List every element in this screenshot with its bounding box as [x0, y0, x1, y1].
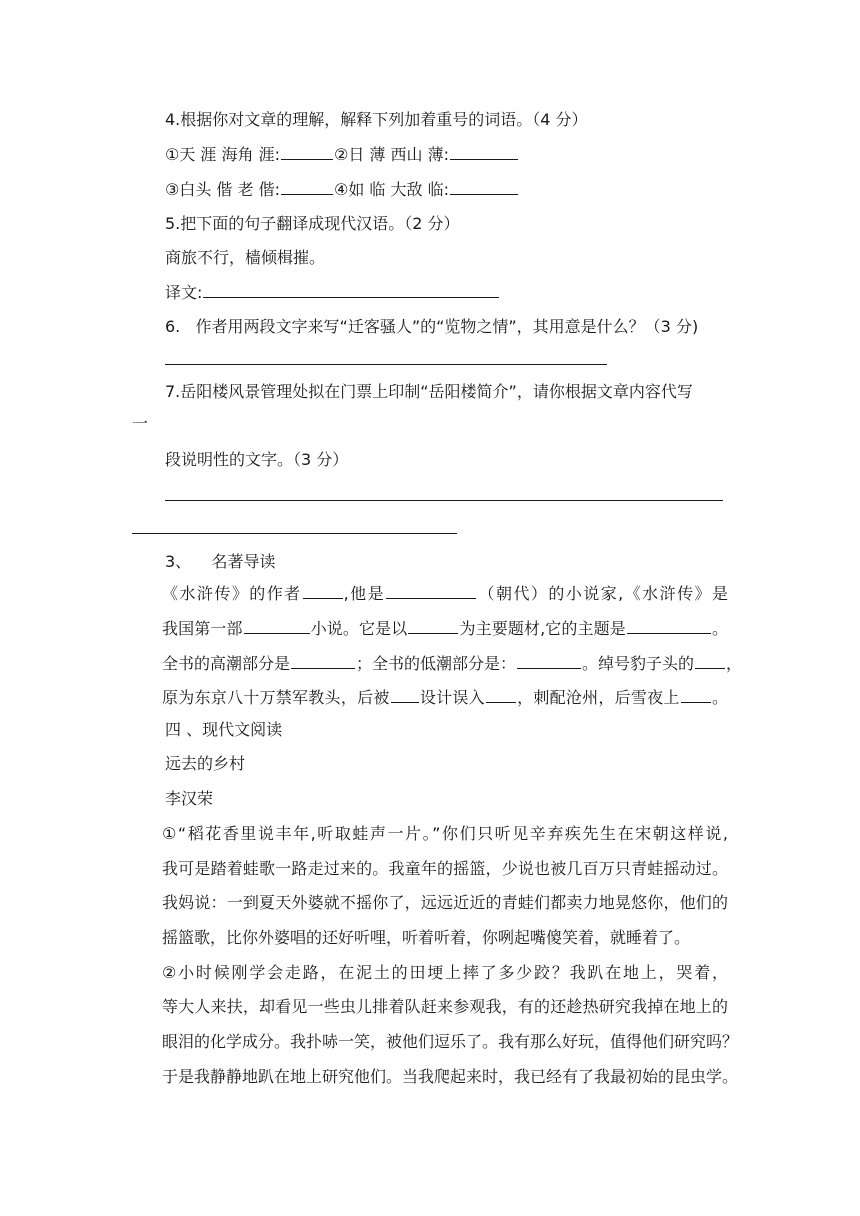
q6-prompt: 6. 作者用两段文字来写“迁客骚人”的“览物之情”，其用意是什么？（3 分) — [165, 317, 699, 336]
q4-row-2 — [165, 178, 519, 202]
s3-text: 《水浒传》的作者 — [162, 584, 302, 603]
s3-text: （朝代）的小说家,《水浒传》是 — [477, 584, 728, 603]
s3-blank-character[interactable] — [695, 652, 725, 669]
q7-prompt-line-1: 7.岳阳楼风景管理处拟在门票上印制“岳阳楼简介”，请你根据文章内容代写 — [165, 382, 693, 401]
s3-text: 小说。它是以 — [310, 619, 408, 638]
s3-blank-theme[interactable] — [627, 617, 711, 634]
q5-answer-label: 译文: — [165, 283, 203, 302]
s3-text: 为主要题材,它的主题是 — [459, 619, 626, 638]
s3-blank-mountain[interactable] — [681, 686, 711, 703]
section3-line-1 — [162, 582, 728, 606]
s3-text: 。 — [711, 688, 728, 707]
paragraph-1-line-1: ①“稻花香里说丰年,听取蛙声一片。”你们只听见辛弃疾先生在宋朝这样说, — [162, 824, 728, 843]
s3-text: 。绰号豹子头的 — [582, 654, 695, 673]
s3-text: 我国第一部 — [162, 619, 243, 638]
s3-blank-low[interactable] — [517, 652, 581, 669]
section3-line-4 — [162, 686, 728, 710]
section4-heading: 四 、现代文阅读 — [165, 720, 283, 739]
s3-text: 设计误入 — [419, 688, 485, 707]
q4-row-1 — [165, 143, 519, 167]
q6-answer-blank[interactable] — [165, 364, 607, 365]
s3-text: 全书的高潮部分是 — [162, 654, 291, 673]
paragraph-2-line-2: 等大人来扶，却看见一些虫儿排着队赶来参观我，有的还趁热研究我掉在地上的 — [162, 997, 728, 1016]
q7-answer-blank-1[interactable] — [165, 500, 723, 501]
q7-prompt-wrap: 一 — [132, 414, 149, 433]
s3-blank-climax[interactable] — [291, 652, 355, 669]
paragraph-1-line-2: 我可是踏着蛙歌一路走过来的。我童年的摇篮，少说也被几百万只青蛙摇动过。 — [162, 859, 728, 878]
s3-text: ， — [726, 654, 743, 673]
s3-text: ；全书的低潮部分是： — [356, 654, 517, 673]
q4-item-1: ①天 涯 海角 涯: — [165, 145, 280, 164]
q7-answer-blank-2[interactable] — [132, 533, 457, 534]
section3-heading: 3、 名著导读 — [165, 552, 276, 571]
q4-blank-1[interactable] — [281, 143, 333, 160]
q7-prompt-line-2: 段说明性的文字。（3 分） — [165, 450, 349, 469]
q4-item-2: ②日 薄 西山 薄: — [334, 145, 449, 164]
s3-text: 。 — [711, 619, 728, 638]
q4-item-4: ④如 临 大敌 临: — [334, 180, 449, 199]
article-title: 远去的乡村 — [165, 754, 246, 773]
q4-item-3: ③白头 偕 老 偕: — [165, 180, 280, 199]
s3-blank-genre[interactable] — [244, 617, 310, 634]
q5-answer-line — [165, 281, 500, 305]
s3-text: 原为东京八十万禁军教头，后被 — [162, 688, 390, 707]
s3-blank-dynasty[interactable] — [386, 582, 476, 599]
paragraph-2-line-1: ②小时候刚学会走路，在泥土的田埂上摔了多少跤？我趴在地上，哭着， — [162, 963, 728, 982]
paragraph-2-line-4: 于是我静静地趴在地上研究他们。当我爬起来时，我已经有了我最初始的昆虫学。 — [162, 1067, 739, 1086]
q5-answer-blank[interactable] — [203, 281, 499, 298]
s3-text: ，刺配沧州，后雪夜上 — [516, 688, 680, 707]
section3-line-2 — [162, 617, 728, 641]
s3-blank-villain[interactable] — [391, 686, 419, 703]
q4-blank-3[interactable] — [281, 178, 333, 195]
q4-blank-2[interactable] — [450, 143, 518, 160]
s3-blank-author[interactable] — [303, 582, 343, 599]
q4-blank-4[interactable] — [450, 178, 518, 195]
q5-prompt: 5.把下面的句子翻译成现代汉语。（2 分） — [165, 214, 460, 233]
paragraph-1-line-3: 我妈说：一到夏天外婆就不摇你了，远远近近的青蛙们都卖力地晃悠你，他们的 — [162, 893, 728, 912]
section3-line-3 — [162, 652, 743, 676]
s3-blank-subject[interactable] — [408, 617, 458, 634]
article-author: 李汉荣 — [165, 789, 214, 808]
q5-sentence: 商旅不行，樯倾楫摧。 — [165, 248, 326, 267]
s3-text: ,他是 — [343, 584, 386, 603]
s3-blank-place[interactable] — [486, 686, 516, 703]
paragraph-1-line-4: 摇篮歌，比你外婆唱的还好听哩，听着听着，你咧起嘴傻笑着，就睡着了。 — [162, 928, 691, 947]
paragraph-2-line-3: 眼泪的化学成分。我扑哧一笑，被他们逗乐了。我有那么好玩，值得他们研究吗？ — [162, 1032, 739, 1051]
q4-prompt: 4.根据你对文章的理解，解释下列加着重号的词语。（4 分） — [165, 110, 588, 129]
